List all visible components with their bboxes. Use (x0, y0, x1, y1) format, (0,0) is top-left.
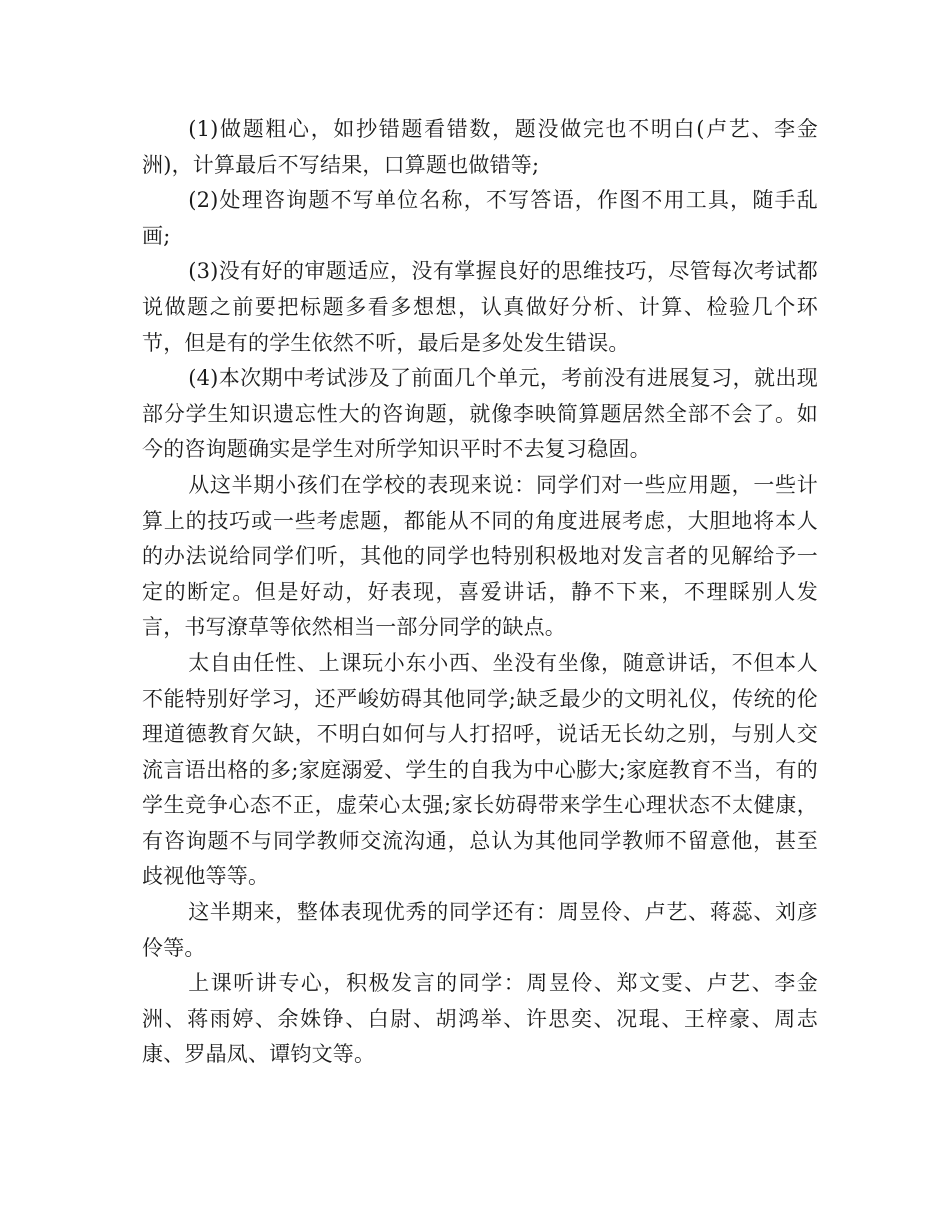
paragraph-6: 太自由任性、上课玩小东小西、坐没有坐像，随意讲话，不但本人不能特别好学习，还严峻妨碍其他同学;缺乏最少的文明礼仪，传统的伦理道德教育欠缺，不明白如何与人打招呼，说话无长幼之别，与别人交流言语出格的多;家庭溺爱、学生的自我为中心膨大;家庭教育不当，有的学生竞争心态不正，虚荣心太强;家长妨碍带来学生心理状态不太健康，有咨询题不与同学教师交流沟通，总认为其他同学教师不留意他，甚至歧视他等等。 (142, 650, 818, 889)
paragraph-5: 从这半期小孩们在学校的表现来说：同学们对一些应用题，一些计算上的技巧或一些考虑题，都能从不同的角度进展考虑，大胆地将本人的办法说给同学们听，其他的同学也特别积极地对发言者的见解给予一定的断定。但是好动，好表现，喜爱讲话，静不下来，不理睬别人发言，书写潦草等依然相当一部分同学的缺点。 (142, 472, 818, 640)
paragraph-4: (4)本次期中考试涉及了前面几个单元，考前没有进展复习，就出现部分学生知识遗忘性大的咨询题，就像李映简算题居然全部不会了。如今的咨询题确实是学生对所学知识平时不去复习稳固。 (142, 366, 818, 462)
document-body (142, 112, 818, 1073)
paragraph-7: 这半期来，整体表现优秀的同学还有：周昱伶、卢艺、蒋蕊、刘彦伶等。 (142, 900, 818, 960)
paragraph-8: 上课听讲专心，积极发言的同学：周昱伶、郑文雯、卢艺、李金洲、蒋雨婷、余姝铮、白尉、胡鸿举、许思奕、况琨、王梓豪、周志康、罗晶凤、谭钧文等。 (142, 971, 818, 1067)
paragraph-1: (1)做题粗心，如抄错题看错数，题没做完也不明白(卢艺、李金洲)，计算最后不写结果，口算题也做错等; (142, 117, 818, 177)
paragraph-3: (3)没有好的审题适应，没有掌握良好的思维技巧，尽管每次考试都说做题之前要把标题多看多想想，认真做好分析、计算、检验几个环节，但是有的学生依然不听，最后是多处发生错误。 (142, 259, 818, 355)
paragraph-2: (2)处理咨询题不写单位名称，不写答语，作图不用工具，随手乱画; (142, 188, 818, 248)
